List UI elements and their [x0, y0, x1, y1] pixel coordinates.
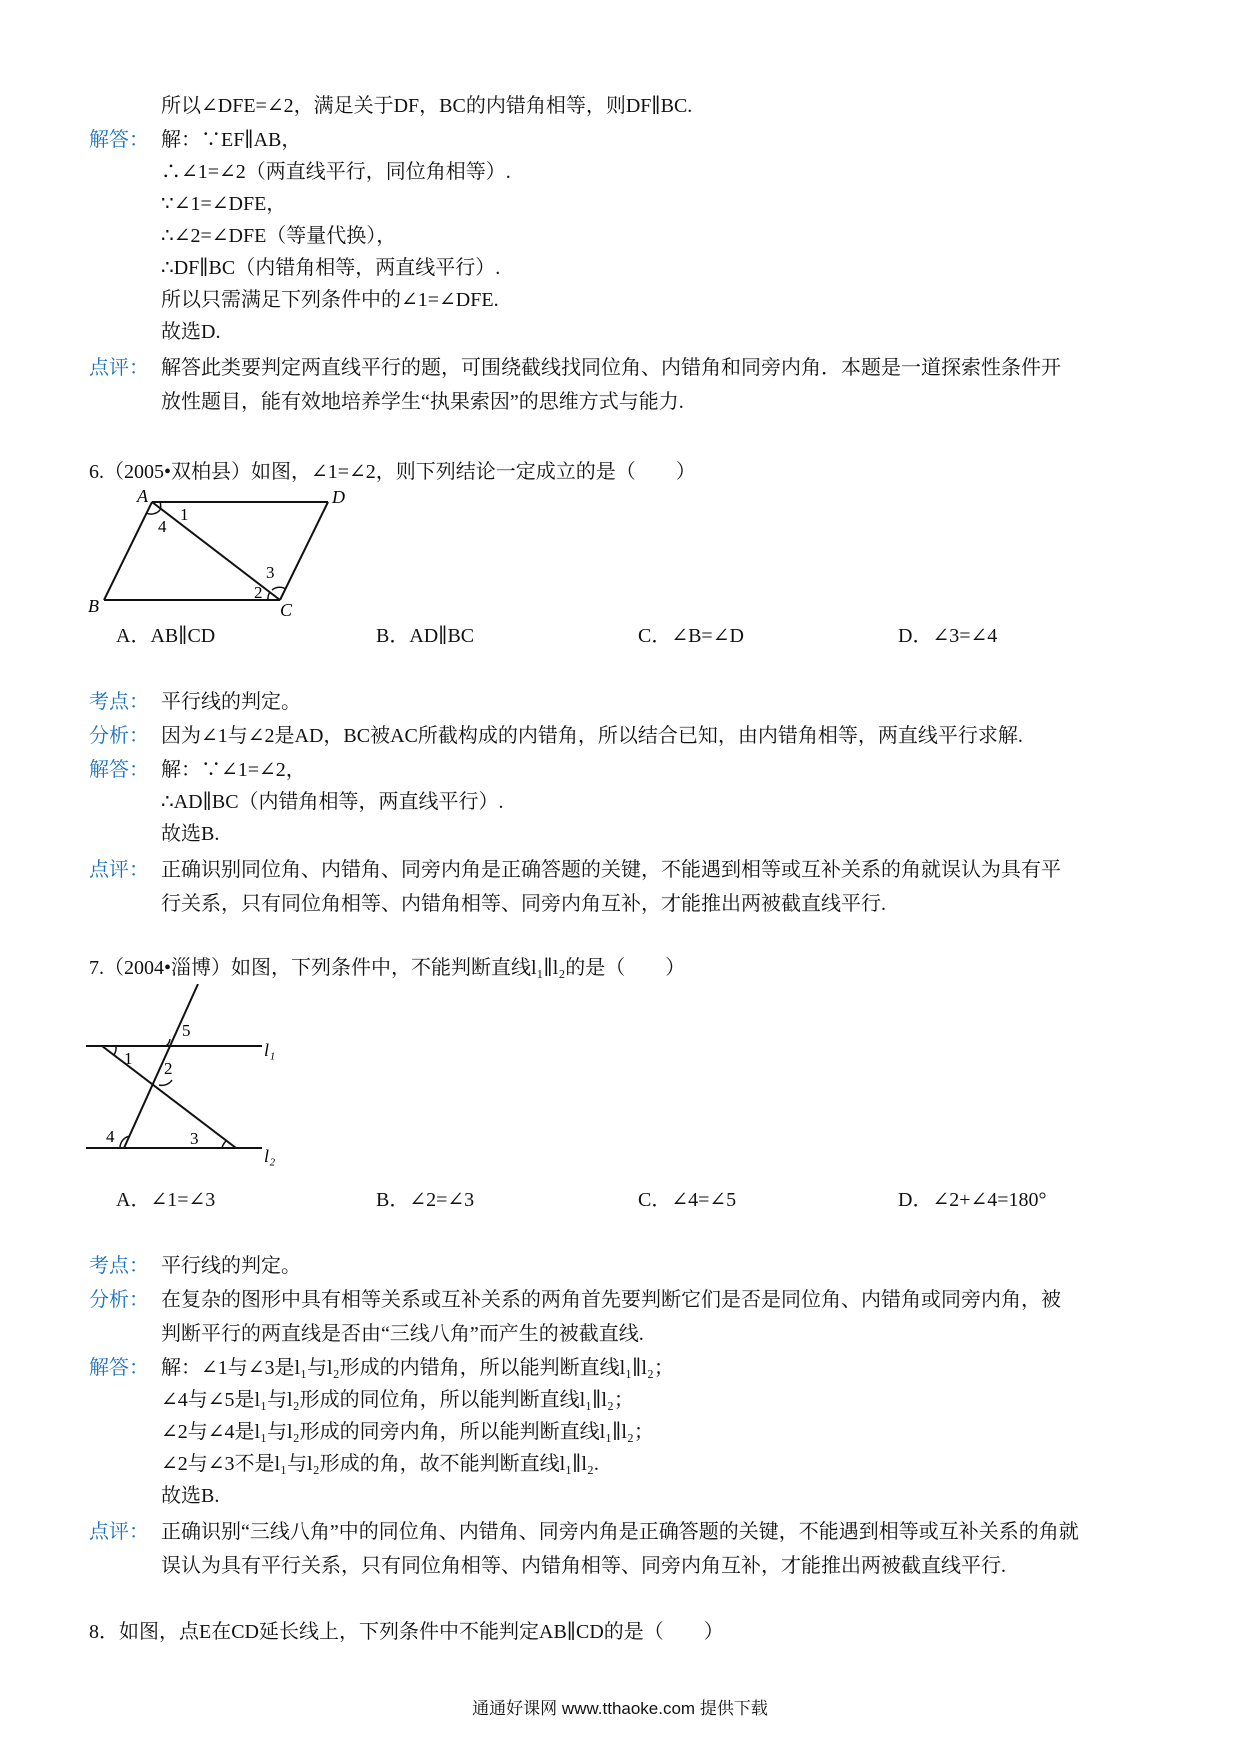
line-label-l1: l₁ — [264, 1040, 276, 1060]
label-jieda: 解答： — [89, 1357, 149, 1379]
q8-stem: 8．如图，点E在CD延长线上，下列条件中不能判定AB∥CD的是（ ） — [89, 1621, 724, 1643]
prev-jieda-line: ∴DF∥BC（内错角相等，两直线平行）. — [161, 257, 501, 279]
prev-jieda-line: 故选D. — [161, 321, 221, 343]
label-fenxi: 分析： — [89, 1289, 149, 1311]
vertex-label-b: B — [88, 596, 99, 616]
prev-dianping-line: 放性题目，能有效地培养学生“执果索因”的思维方式与能力. — [161, 391, 684, 413]
label-dianping: 点评： — [89, 859, 149, 881]
angle-label-1: 1 — [180, 505, 189, 524]
angle-label-3: 3 — [190, 1129, 199, 1148]
q7-fenxi-line: 在复杂的图形中具有相等关系或互补关系的两角首先要判断它们是否是同位角、内错角或同旁内角，被 — [161, 1289, 1061, 1311]
angle-label-5: 5 — [182, 1021, 191, 1040]
prev-jieda-line: ∴∠1=∠2（两直线平行，同位角相等）. — [161, 161, 511, 183]
label-kaodian: 考点： — [89, 691, 149, 713]
prev-dianping-line: 解答此类要判定两直线平行的题，可围绕截线找同位角、内错角和同旁内角．本题是一道探索性条件开 — [161, 357, 1061, 379]
angle-label-3: 3 — [266, 563, 275, 582]
q6-figure — [86, 488, 356, 618]
q6-option-b[interactable]: B．AD∥BC — [376, 625, 475, 647]
q6-dianping-line: 正确识别同位角、内错角、同旁内角是正确答题的关键，不能遇到相等或互补关系的角就误认为具有平 — [161, 859, 1061, 881]
label-jieda: 解答： — [89, 129, 149, 151]
q7-option-a[interactable]: A．∠1=∠3 — [116, 1189, 216, 1211]
q7-kaodian: 平行线的判定。 — [161, 1255, 301, 1277]
prev-conclusion: 所以∠DFE=∠2，满足关于DF，BC的内错角相等，则DF∥BC. — [161, 95, 693, 117]
q7-stem: 7.（2004•淄博）如图，下列条件中，不能判断直线l₁∥l₂的是（ ） — [89, 957, 686, 979]
q7-jieda-line: ∠2与∠3不是l₁与l₂形成的角，故不能判断直线l₁∥l₂. — [161, 1453, 599, 1475]
q7-fenxi-line: 判断平行的两直线是否由“三线八角”而产生的被截直线. — [161, 1323, 644, 1345]
q6-option-a[interactable]: A．AB∥CD — [116, 625, 216, 647]
q6-kaodian: 平行线的判定。 — [161, 691, 301, 713]
q6-stem: 6.（2005•双柏县）如图，∠1=∠2，则下列结论一定成立的是（ ） — [89, 461, 696, 483]
q6-jieda-line: 故选B. — [161, 823, 220, 845]
label-dianping: 点评： — [89, 357, 149, 379]
vertex-label-d: D — [332, 488, 345, 507]
page-footer: 通通好课网 www.tthaoke.com 提供下载 — [472, 1699, 768, 1718]
q6-jieda-line: 解：∵∠1=∠2， — [161, 759, 306, 781]
angle-label-2: 2 — [254, 583, 263, 602]
prev-jieda-line: ∵∠1=∠DFE， — [161, 193, 287, 215]
line-label-l2: l₂ — [264, 1146, 276, 1166]
q7-jieda-line: 解：∠1与∠3是l₁与l₂形成的内错角，所以能判断直线l₁∥l₂； — [161, 1357, 674, 1379]
angle-label-4: 4 — [106, 1127, 115, 1146]
vertex-label-a: A — [137, 488, 148, 506]
q7-option-d[interactable]: D．∠2+∠4=180° — [898, 1189, 1047, 1211]
q7-jieda-line: 故选B. — [161, 1485, 220, 1507]
q6-dianping-line: 行关系，只有同位角相等、内错角相等、同旁内角互补，才能推出两被截直线平行. — [161, 893, 886, 915]
vertex-label-c: C — [280, 600, 293, 618]
q6-option-c[interactable]: C．∠B=∠D — [638, 625, 744, 647]
q6-fenxi: 因为∠1与∠2是AD，BC被AC所截构成的内错角，所以结合已知，由内错角相等，两直线平行求解. — [161, 725, 1023, 747]
prev-jieda-line: 所以只需满足下列条件中的∠1=∠DFE. — [161, 289, 499, 311]
angle-label-1: 1 — [124, 1049, 133, 1068]
q7-dianping-line: 正确识别“三线八角”中的同位角、内错角、同旁内角是正确答题的关键，不能遇到相等或互补关系的角就 — [161, 1521, 1079, 1543]
q6-jieda-line: ∴AD∥BC（内错角相等，两直线平行）. — [161, 791, 504, 813]
q7-jieda-line: ∠2与∠4是l₁与l₂形成的同旁内角，所以能判断直线l₁∥l₂； — [161, 1421, 654, 1443]
label-fenxi: 分析： — [89, 725, 149, 747]
q7-jieda-line: ∠4与∠5是l₁与l₂形成的同位角，所以能判断直线l₁∥l₂； — [161, 1389, 634, 1411]
prev-jieda-line: 解：∵EF∥AB， — [161, 129, 302, 151]
angle-label-4: 4 — [158, 517, 167, 536]
q7-option-b[interactable]: B．∠2=∠3 — [376, 1189, 475, 1211]
q7-dianping-line: 误认为具有平行关系，只有同位角相等、内错角相等、同旁内角互补，才能推出两被截直线平行. — [161, 1555, 1006, 1577]
label-kaodian: 考点： — [89, 1255, 149, 1277]
q6-option-d[interactable]: D．∠3=∠4 — [898, 625, 998, 647]
angle-label-2: 2 — [164, 1059, 173, 1078]
label-jieda: 解答： — [89, 759, 149, 781]
q7-option-c[interactable]: C．∠4=∠5 — [638, 1189, 737, 1211]
label-dianping: 点评： — [89, 1521, 149, 1543]
prev-jieda-line: ∴∠2=∠DFE（等量代换）， — [161, 225, 397, 247]
q7-figure — [86, 984, 296, 1174]
